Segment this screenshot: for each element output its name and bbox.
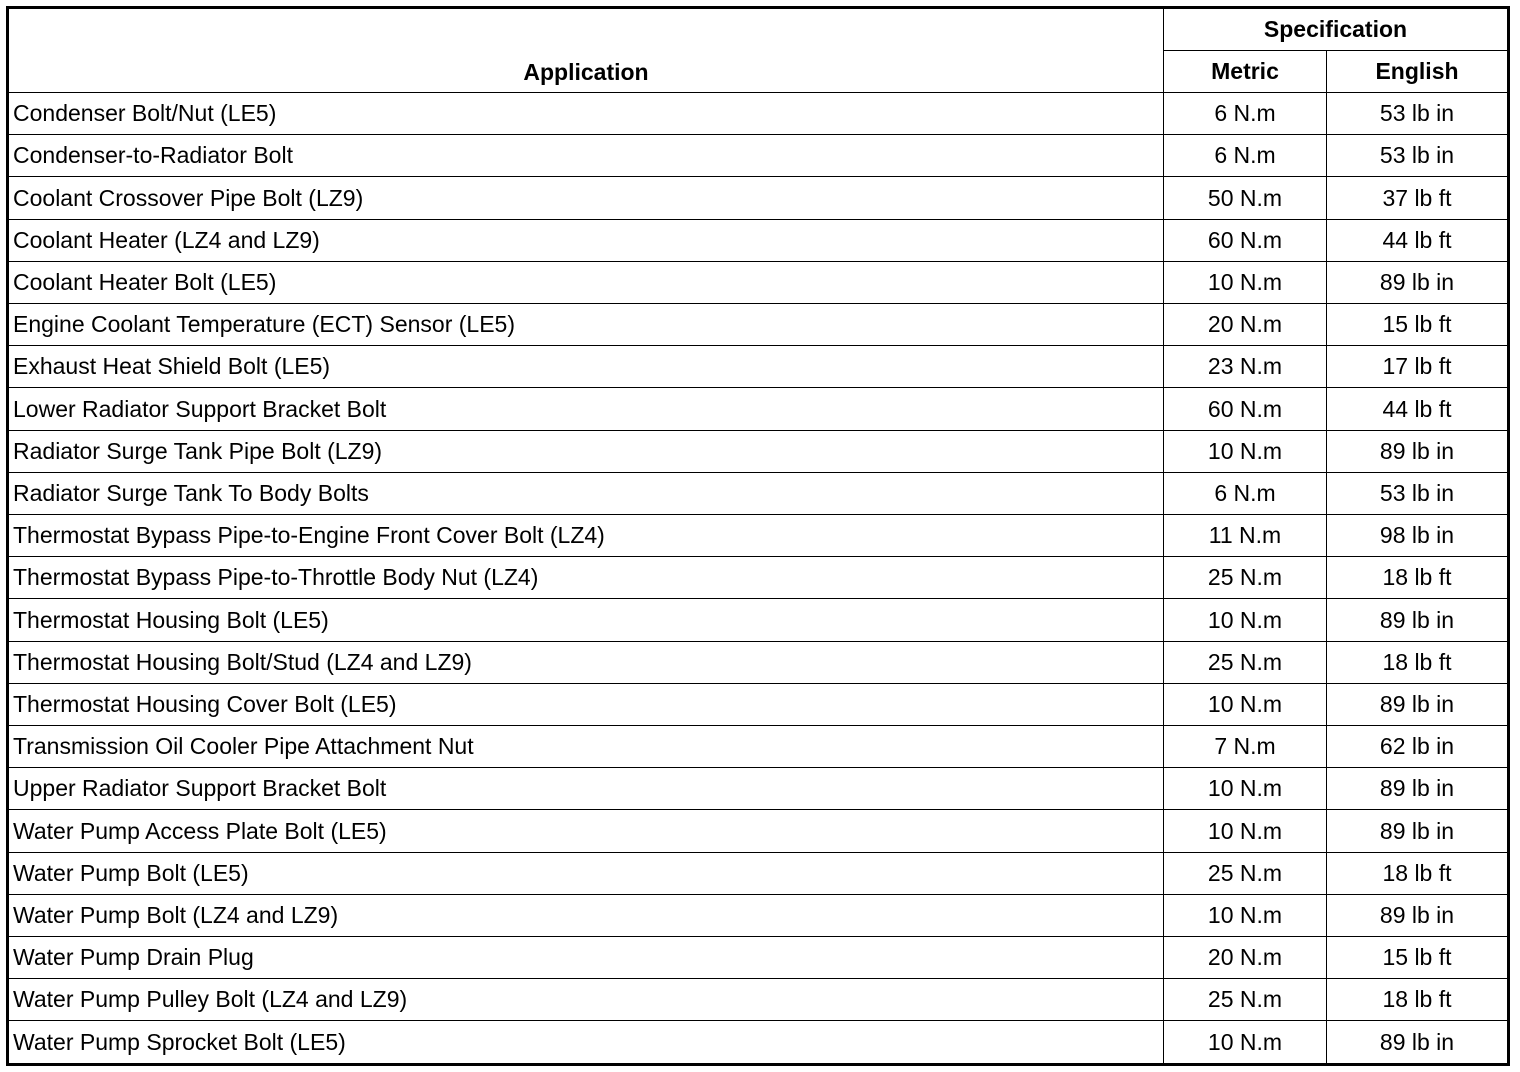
application-cell: Water Pump Access Plate Bolt (LE5) [8, 810, 1164, 852]
table-row [8, 93, 1509, 135]
header-row-top [8, 8, 1509, 51]
table-row [8, 1021, 1509, 1065]
metric-value-cell: 10 N.m [1164, 810, 1327, 852]
application-cell: Transmission Oil Cooler Pipe Attachment Nut [8, 726, 1164, 768]
english-value-cell: 89 lb in [1327, 810, 1509, 852]
table-row [8, 683, 1509, 725]
metric-value-cell: 60 N.m [1164, 219, 1327, 261]
application-cell: Lower Radiator Support Bracket Bolt [8, 388, 1164, 430]
english-value-cell: 15 lb ft [1327, 937, 1509, 979]
metric-value-cell: 23 N.m [1164, 346, 1327, 388]
metric-value-cell: 6 N.m [1164, 93, 1327, 135]
table-row [8, 304, 1509, 346]
application-cell: Thermostat Housing Bolt (LE5) [8, 599, 1164, 641]
application-cell: Water Pump Sprocket Bolt (LE5) [8, 1021, 1164, 1065]
application-cell: Condenser Bolt/Nut (LE5) [8, 93, 1164, 135]
english-column-header: English [1327, 51, 1509, 93]
metric-value-cell: 25 N.m [1164, 557, 1327, 599]
application-cell: Water Pump Pulley Bolt (LZ4 and LZ9) [8, 979, 1164, 1021]
table-row [8, 894, 1509, 936]
english-value-cell: 62 lb in [1327, 726, 1509, 768]
table-body [8, 93, 1509, 1065]
table-row [8, 557, 1509, 599]
application-cell: Radiator Surge Tank Pipe Bolt (LZ9) [8, 430, 1164, 472]
english-value-cell: 53 lb in [1327, 472, 1509, 514]
metric-value-cell: 25 N.m [1164, 979, 1327, 1021]
english-value-cell: 15 lb ft [1327, 304, 1509, 346]
metric-value-cell: 60 N.m [1164, 388, 1327, 430]
metric-value-cell: 25 N.m [1164, 641, 1327, 683]
application-cell: Coolant Crossover Pipe Bolt (LZ9) [8, 177, 1164, 219]
application-cell: Radiator Surge Tank To Body Bolts [8, 472, 1164, 514]
metric-value-cell: 6 N.m [1164, 472, 1327, 514]
metric-value-cell: 10 N.m [1164, 768, 1327, 810]
english-value-cell: 89 lb in [1327, 599, 1509, 641]
specification-group-header: Specification [1164, 8, 1509, 51]
metric-value-cell: 50 N.m [1164, 177, 1327, 219]
application-cell: Engine Coolant Temperature (ECT) Sensor (LE5) [8, 304, 1164, 346]
table-row [8, 768, 1509, 810]
table-row [8, 515, 1509, 557]
metric-value-cell: 10 N.m [1164, 1021, 1327, 1065]
english-value-cell: 18 lb ft [1327, 979, 1509, 1021]
metric-value-cell: 10 N.m [1164, 894, 1327, 936]
english-value-cell: 89 lb in [1327, 683, 1509, 725]
metric-value-cell: 10 N.m [1164, 683, 1327, 725]
application-cell: Upper Radiator Support Bracket Bolt [8, 768, 1164, 810]
table-row [8, 388, 1509, 430]
english-value-cell: 18 lb ft [1327, 641, 1509, 683]
table-row [8, 599, 1509, 641]
application-cell: Water Pump Bolt (LE5) [8, 852, 1164, 894]
metric-value-cell: 10 N.m [1164, 261, 1327, 303]
table-row [8, 810, 1509, 852]
application-cell: Water Pump Drain Plug [8, 937, 1164, 979]
fastener-specification-table [6, 6, 1510, 1066]
english-value-cell: 37 lb ft [1327, 177, 1509, 219]
metric-value-cell: 20 N.m [1164, 304, 1327, 346]
table-row [8, 937, 1509, 979]
application-cell: Thermostat Housing Cover Bolt (LE5) [8, 683, 1164, 725]
table-row [8, 430, 1509, 472]
english-value-cell: 89 lb in [1327, 261, 1509, 303]
metric-column-header: Metric [1164, 51, 1327, 93]
table-row [8, 979, 1509, 1021]
english-value-cell: 89 lb in [1327, 894, 1509, 936]
table-header [8, 8, 1509, 93]
table-row [8, 726, 1509, 768]
application-column-header: Application [8, 8, 1164, 93]
application-cell: Thermostat Bypass Pipe-to-Engine Front Cover Bolt (LZ4) [8, 515, 1164, 557]
application-cell: Exhaust Heat Shield Bolt (LE5) [8, 346, 1164, 388]
english-value-cell: 89 lb in [1327, 430, 1509, 472]
metric-value-cell: 6 N.m [1164, 135, 1327, 177]
table-row [8, 135, 1509, 177]
application-cell: Coolant Heater Bolt (LE5) [8, 261, 1164, 303]
english-value-cell: 98 lb in [1327, 515, 1509, 557]
table-row [8, 852, 1509, 894]
table-row [8, 641, 1509, 683]
application-cell: Water Pump Bolt (LZ4 and LZ9) [8, 894, 1164, 936]
metric-value-cell: 10 N.m [1164, 430, 1327, 472]
english-value-cell: 44 lb ft [1327, 219, 1509, 261]
table-row [8, 472, 1509, 514]
english-value-cell: 18 lb ft [1327, 557, 1509, 599]
application-cell: Condenser-to-Radiator Bolt [8, 135, 1164, 177]
metric-value-cell: 10 N.m [1164, 599, 1327, 641]
metric-value-cell: 7 N.m [1164, 726, 1327, 768]
table-row [8, 219, 1509, 261]
application-cell: Thermostat Bypass Pipe-to-Throttle Body Nut (LZ4) [8, 557, 1164, 599]
english-value-cell: 53 lb in [1327, 135, 1509, 177]
english-value-cell: 89 lb in [1327, 1021, 1509, 1065]
table-row [8, 261, 1509, 303]
english-value-cell: 44 lb ft [1327, 388, 1509, 430]
english-value-cell: 18 lb ft [1327, 852, 1509, 894]
metric-value-cell: 20 N.m [1164, 937, 1327, 979]
english-value-cell: 17 lb ft [1327, 346, 1509, 388]
table-row [8, 346, 1509, 388]
english-value-cell: 53 lb in [1327, 93, 1509, 135]
metric-value-cell: 25 N.m [1164, 852, 1327, 894]
application-cell: Thermostat Housing Bolt/Stud (LZ4 and LZ9) [8, 641, 1164, 683]
english-value-cell: 89 lb in [1327, 768, 1509, 810]
table-row [8, 177, 1509, 219]
application-cell: Coolant Heater (LZ4 and LZ9) [8, 219, 1164, 261]
metric-value-cell: 11 N.m [1164, 515, 1327, 557]
